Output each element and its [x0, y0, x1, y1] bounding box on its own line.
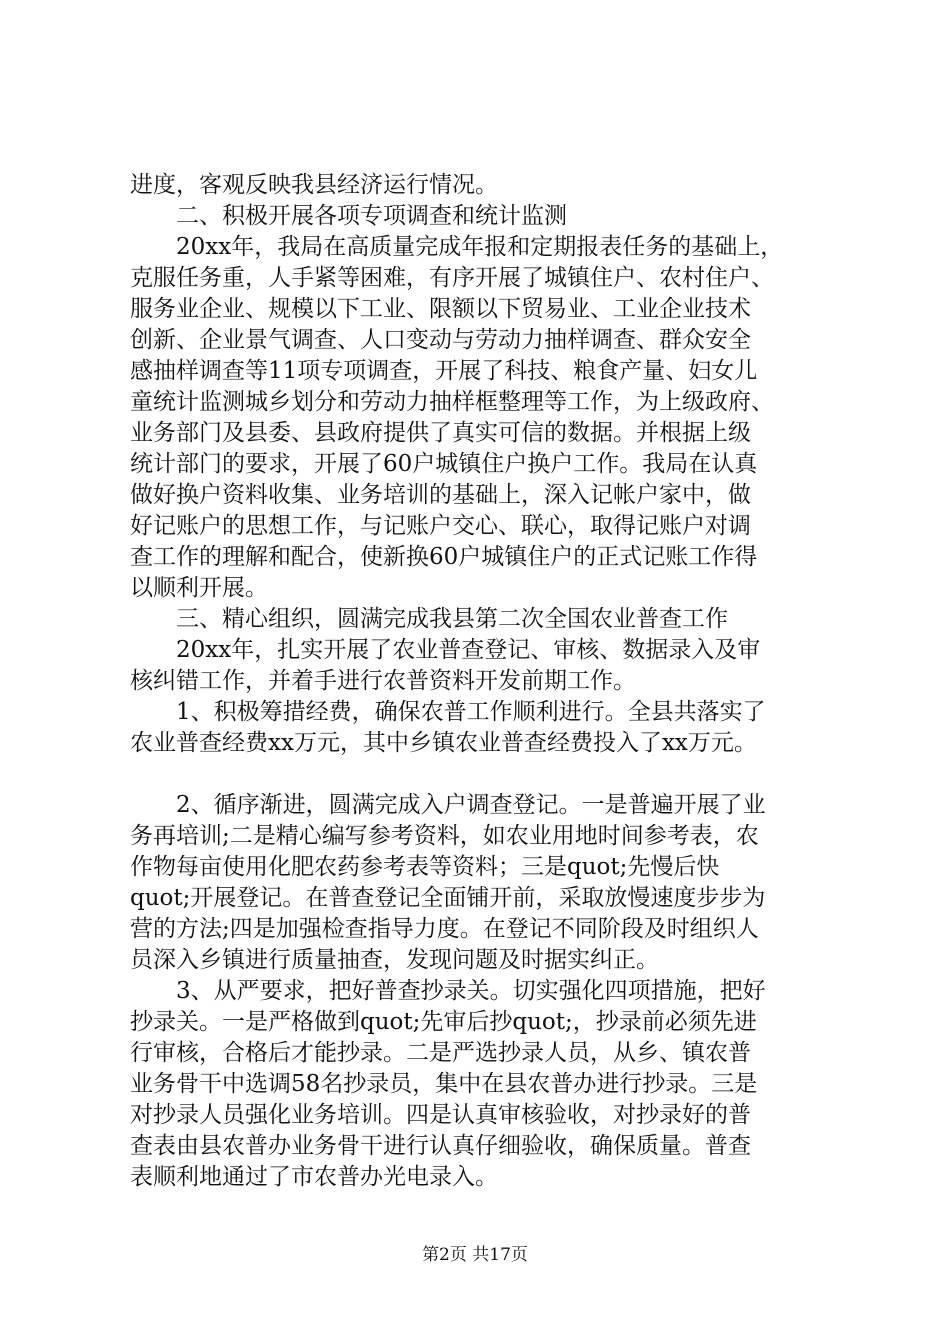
text-line: 2、循序渐进，圆满完成入户调查登记。一是普遍开展了业 [130, 792, 766, 818]
text-line: 查表由县农普办业务骨干进行认真仔细验收，确保质量。普查 [130, 1133, 751, 1159]
paragraph-gap [130, 759, 835, 790]
text-line: 进度，客观反映我县经济运行情况。 [130, 172, 498, 198]
text-line: 核纠错工作，并着手进行农普资料开发前期工作。 [130, 668, 636, 694]
text-line: 20xx年，扎实开展了农业普查登记、审核、数据录入及审 [130, 637, 761, 663]
text-line: 行审核，合格后才能抄录。二是严选抄录人员，从乡、镇农普 [130, 1040, 751, 1066]
text-line: 业务部门及县委、县政府提供了真实可信的数据。并根据上级 [130, 420, 751, 446]
section-heading: 三、精心组织，圆满完成我县第二次全国农业普查工作 [130, 606, 728, 632]
text-line: 做好换户资料收集、业务培训的基础上，深入记帐户家中，做 [130, 482, 751, 508]
text-line: 创新、企业景气调查、人口变动与劳动力抽样调查、群众安全 [130, 327, 751, 353]
text-line: 抄录关。一是严格做到quot;先审后抄quot;，抄录前必须先进 [130, 1009, 757, 1035]
text-line: 营的方法;四是加强检查指导力度。在登记不同阶段及时组织人 [130, 916, 759, 942]
text-line: 以顺利开展。 [130, 575, 268, 601]
text-line: 好记账户的思想工作，与记账户交心、联心，取得记账户对调 [130, 513, 751, 539]
text-line: 务再培训;二是精心编写参考资料，如农业用地时间参考表，农 [130, 823, 759, 849]
text-line: quot;开展登记。在普查登记全面铺开前，采取放慢速度步步为 [130, 885, 766, 911]
text-line: 对抄录人员强化业务培训。四是认真审核验收，对抄录好的普 [130, 1102, 751, 1128]
text-line: 3、从严要求，把好普查抄录关。切实强化四项措施，把好 [130, 978, 766, 1004]
text-line: 作物每亩使用化肥农药参考表等资料；三是quot;先慢后快 [130, 854, 720, 880]
document-body [130, 170, 835, 1193]
text-line: 农业普查经费xx万元，其中乡镇农业普查经费投入了xx万元。 [130, 730, 757, 756]
text-line: 统计部门的要求，开展了60户城镇住户换户工作。我局在认真 [130, 451, 758, 477]
section-heading: 二、积极开展各项专项调查和统计监测 [130, 203, 567, 229]
text-line: 表顺利地通过了市农普办光电录入。 [130, 1164, 498, 1190]
text-line: 20xx年，我局在高质量完成年报和定期报表任务的基础上， [130, 234, 784, 260]
text-line: 克服任务重，人手紧等困难，有序开展了城镇住户、农村住户、 [130, 265, 774, 291]
text-line: 业务骨干中选调58名抄录员，集中在县农普办进行抄录。三是 [130, 1071, 758, 1097]
text-line: 感抽样调查等11项专项调查，开展了科技、粮食产量、妇女儿 [130, 358, 758, 384]
text-line: 员深入乡镇进行质量抽查，发现问题及时据实纠正。 [130, 947, 659, 973]
text-line: 童统计监测城乡划分和劳动力抽样框整理等工作，为上级政府、 [130, 389, 774, 415]
text-line: 查工作的理解和配合，使新换60户城镇住户的正式记账工作得 [130, 544, 758, 570]
text-line: 服务业企业、规模以下工业、限额以下贸易业、工业企业技术 [130, 296, 751, 322]
page-footer: 第2页 共17页 [422, 1245, 528, 1265]
text-line: 1、积极筹措经费，确保农普工作顺利进行。全县共落实了 [130, 699, 766, 725]
